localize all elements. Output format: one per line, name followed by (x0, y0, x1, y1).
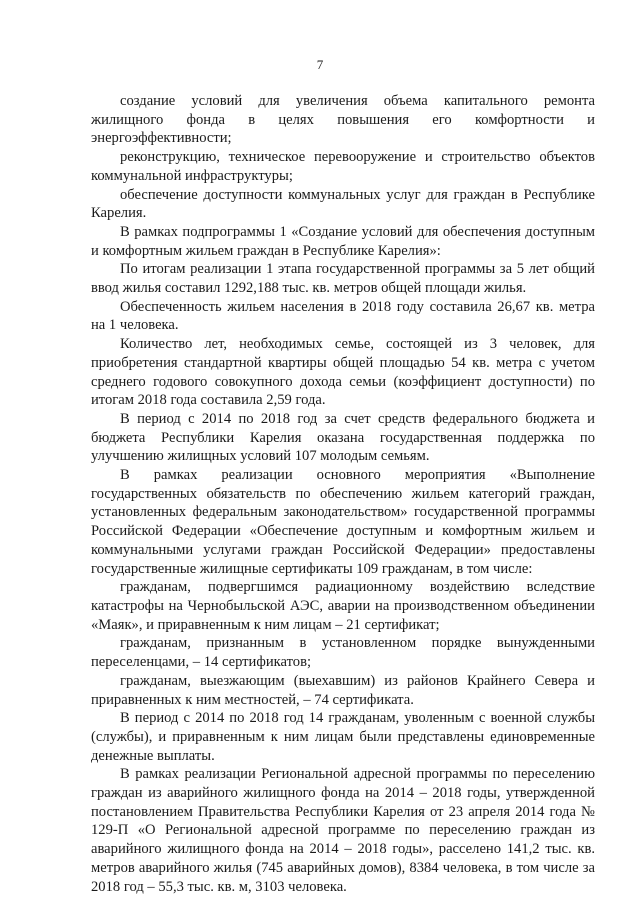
paragraph: В рамках реализации основного мероприятия «Выполнение государственных обязательств по обеспечению жильем категорий граждан, установленных федеральным законодательством» государственной программы Российской Федерации «Обеспечение доступным и комфортным жильем и коммунальными услугами граждан Российской Федерации» предоставлены государственные жилищные сертификаты 109 гражданам, в том числе: (91, 467, 595, 577)
paragraph: создание условий для увеличения объема капитального ремонта жилищного фонда в целях повышения его комфортности и энергоэффективности; (91, 93, 595, 147)
page-number: 7 (316, 57, 324, 72)
paragraph: гражданам, выезжающим (выехавшим) из районов Крайнего Севера и приравненных к ним местностей, – 74 сертификата. (91, 672, 595, 708)
paragraph: Обеспеченность жильем населения в 2018 году составила 26,67 кв. метра на 1 человека. (91, 298, 595, 334)
paragraph: обеспечение доступности коммунальных услуг для граждан в Республике Карелия. (91, 186, 595, 222)
paragraph: В рамках подпрограммы 1 «Создание условий для обеспечения доступным и комфортным жильем граждан в Республике Карелия»: (91, 223, 595, 259)
paragraph: В период с 2014 по 2018 год за счет средств федерального бюджета и бюджета Республики Карелия оказана государственная поддержка по улучшению жилищных условий 107 молодым семьям. (91, 410, 595, 465)
paragraph: гражданам, подвергшимся радиационному воздействию вследствие катастрофы на Чернобыльской АЭС, аварии на производственном объединении «Маяк», и приравненным к ним лицам – 21 сертификат; (91, 579, 595, 633)
document-body (91, 92, 595, 896)
paragraph: Количество лет, необходимых семье, состоящей из 3 человек, для приобретения стандартной квартиры общей площадью 54 кв. метра с учетом среднего годового совокупного дохода семьи (коэффициент доступности) по итогам 2018 года составила 2,59 года. (91, 336, 595, 409)
paragraph: В период с 2014 по 2018 год 14 гражданам, уволенным с военной службы (службы), и приравненным к ним лицам были представлены единовременные денежные выплаты. (91, 710, 595, 764)
paragraph: По итогам реализации 1 этапа государственной программы за 5 лет общий ввод жилья составил 1292,188 тыс. кв. метров общей площади жилья. (91, 261, 595, 297)
paragraph: гражданам, признанным в установленном порядке вынужденными переселенцами, – 14 сертификатов; (91, 635, 595, 671)
paragraph: реконструкцию, техническое перевооружение и строительство объектов коммунальной инфраструктуры; (91, 149, 595, 184)
paragraph: В рамках реализации Региональной адресной программы по переселению граждан из аварийного жилищного фонда на 2014 – 2018 годы, утвержденной постановлением Правительства Республики Карелия от 23 апреля 2014 года № 129-П «О Региональной адресной программе по переселению граждан из аварийного жилищного фонда на 2014 – 2018 годы», расселено 141,2 тыс. кв. метров аварийного жилья (745 аварийных домов), 8384 человека, в том числе за 2018 год – 55,3 тыс. кв. м, 3103 человека. (91, 766, 595, 895)
